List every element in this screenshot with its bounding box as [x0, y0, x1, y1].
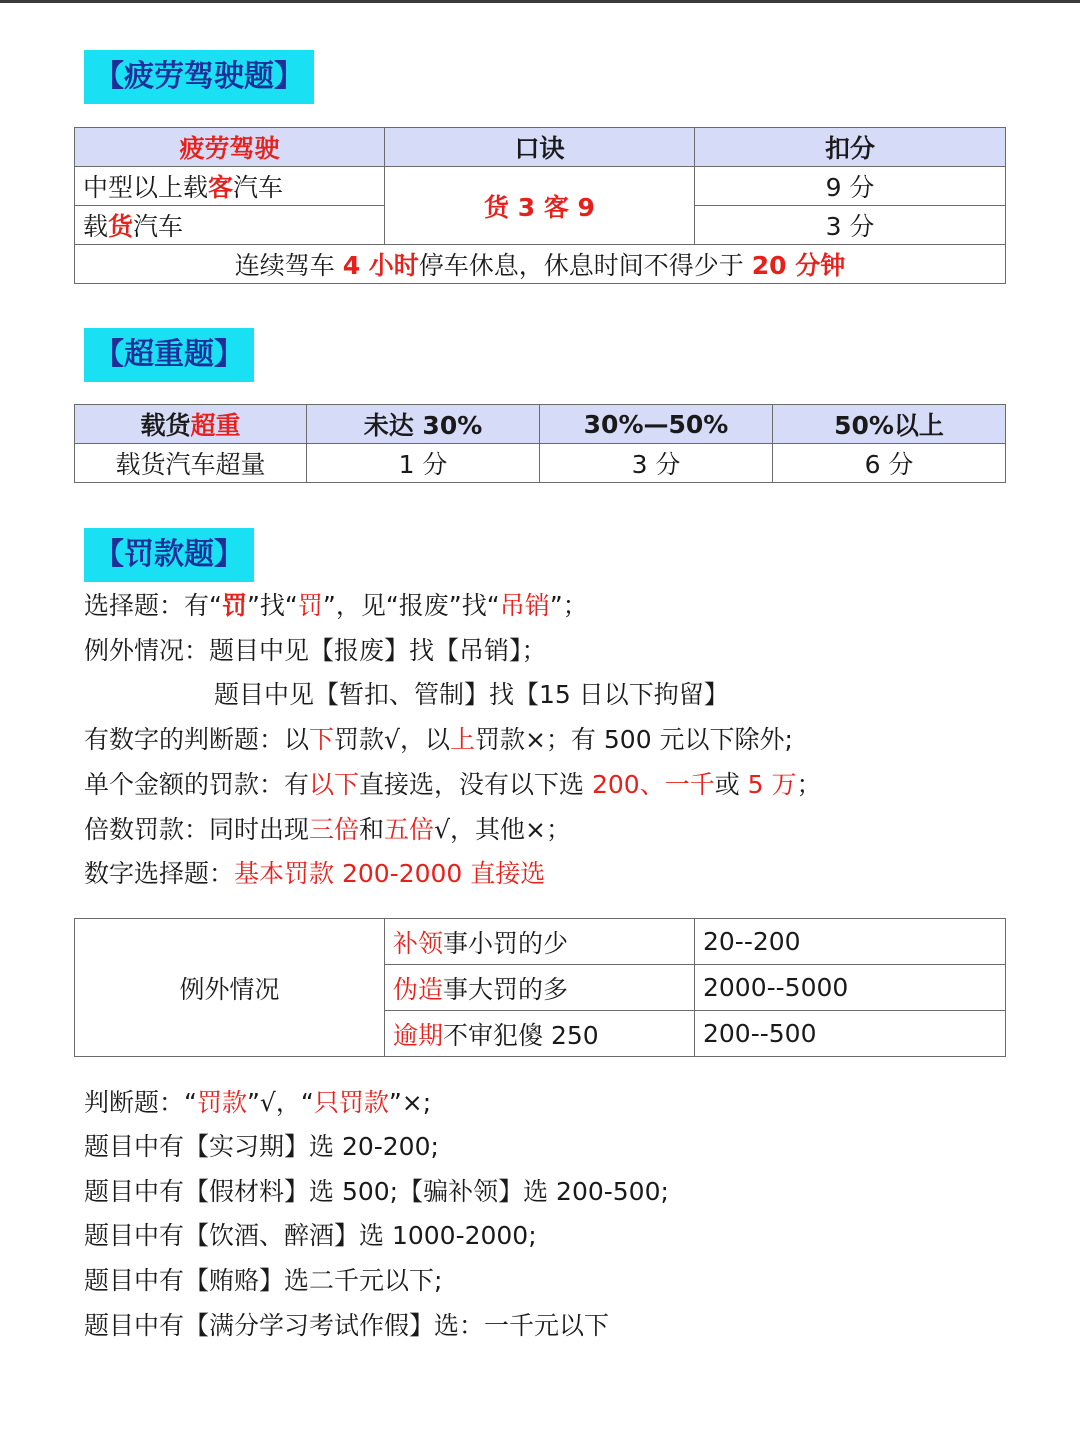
- fatigue-row-passenger: 中型以上载客汽车: [75, 167, 385, 206]
- fine-line-judge: 判断题：“罚款”√，“只罚款”×;: [84, 1088, 432, 1117]
- fine-exception-forgery-range: 2000--5000: [695, 965, 1006, 1011]
- fatigue-table: [74, 127, 1006, 284]
- fine-line-number-choice: 数字选择题：基本罚款 200-2000 直接选: [84, 859, 546, 888]
- top-border-line: [0, 0, 1080, 3]
- fine-heading: 【罚款题】: [84, 528, 254, 582]
- overload-row-label: 载货汽车超量: [75, 444, 307, 483]
- fatigue-header-mnemonic: 口诀: [385, 128, 695, 167]
- fatigue-row-cargo: 载货汽车: [75, 206, 385, 245]
- fatigue-heading: 【疲劳驾驶题】: [84, 50, 314, 104]
- overload-score-under30: 1 分: [307, 444, 540, 483]
- fatigue-mnemonic: 货 3 客 9: [385, 167, 695, 245]
- overload-header-30to50: 30%—50%: [540, 405, 773, 444]
- fine-exception-reissue-range: 20--200: [695, 919, 1006, 965]
- overload-score-30to50: 3 分: [540, 444, 773, 483]
- fatigue-rule: 连续驾车 4 小时停车休息，休息时间不得少于 20 分钟: [75, 245, 1006, 284]
- overload-header-under30: 未达 30%: [307, 405, 540, 444]
- fine-exception-label: 例外情况: [75, 919, 385, 1057]
- fine-item: 题目中有【假材料】选 500;【骗补领】选 200-500;: [84, 1177, 669, 1206]
- fine-line-judge-number: 有数字的判断题：以下罚款√，以上罚款×；有 500 元以下除外;: [84, 725, 793, 754]
- fatigue-header-category: 疲劳驾驶: [75, 128, 385, 167]
- fine-item: 题目中有【贿赂】选二千元以下;: [84, 1266, 443, 1295]
- fatigue-score-passenger: 9 分: [695, 167, 1006, 206]
- fine-line-multiple: 倍数罚款：同时出现三倍和五倍√，其他×；: [84, 815, 571, 844]
- fine-line-choice: 选择题：有“罚”找“罚”，见“报废”找“吊销”；: [84, 591, 588, 620]
- overload-header-over50: 50%以上: [773, 405, 1006, 444]
- fine-exception-overdue: 逾期不审犯傻 250: [385, 1011, 695, 1057]
- fine-item: 题目中有【满分学习考试作假】选：一千元以下: [84, 1311, 610, 1340]
- fine-exception-table: [74, 918, 1006, 1057]
- fatigue-header-score: 扣分: [695, 128, 1006, 167]
- fatigue-score-cargo: 3 分: [695, 206, 1006, 245]
- fine-line-exception-detention: 题目中见【暂扣、管制】找【15 日以下拘留】: [214, 680, 729, 709]
- fine-exception-reissue: 补领事小罚的少: [385, 919, 695, 965]
- fine-line-exception: 例外情况：题目中见【报废】找【吊销】；: [84, 636, 547, 665]
- fine-item: 题目中有【实习期】选 20-200;: [84, 1132, 439, 1161]
- overload-header-category: 载货超重: [75, 405, 307, 444]
- overload-table: [74, 404, 1006, 483]
- fine-exception-forgery: 伪造事大罚的多: [385, 965, 695, 1011]
- fine-exception-overdue-range: 200--500: [695, 1011, 1006, 1057]
- fine-line-single-amount: 单个金额的罚款：有以下直接选，没有以下选 200、一千或 5 万；: [84, 770, 822, 799]
- overload-score-over50: 6 分: [773, 444, 1006, 483]
- fine-item: 题目中有【饮酒、醉酒】选 1000-2000;: [84, 1221, 537, 1250]
- overload-heading: 【超重题】: [84, 328, 254, 382]
